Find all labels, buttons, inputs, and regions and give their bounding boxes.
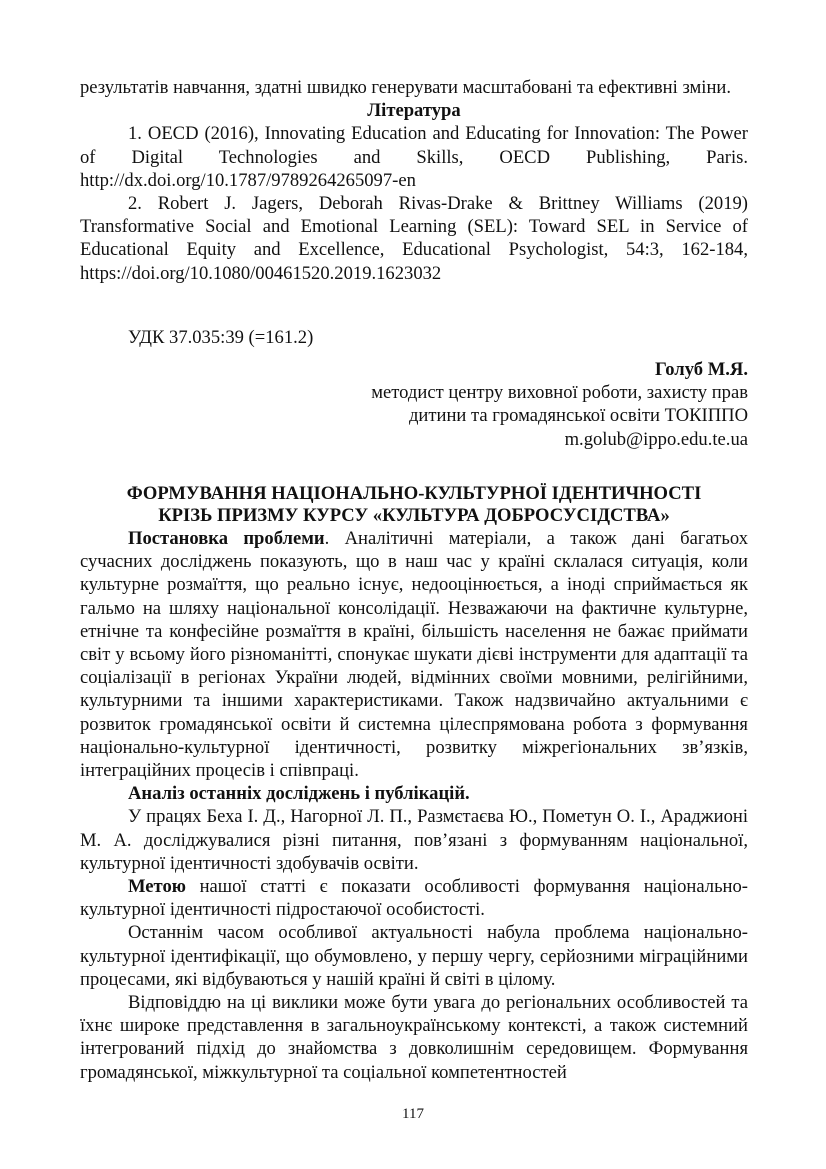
author-email: m.golub@ippo.edu.te.ua bbox=[564, 428, 748, 450]
aim-lead: Метою bbox=[128, 876, 186, 898]
continuation-paragraph: результатів навчання, здатні швидко генерувати масштабовані та ефективні зміни. bbox=[80, 77, 732, 98]
author-block bbox=[80, 358, 748, 451]
problem-statement-text: . Аналітичні матеріали, а також дані багатьох сучасних досліджень показують, що в наш час у країні склалася ситуація, коли культурне розмаїття, що реально існує, недооцінюється, а іноді сприймається як гальмо на шляху національної консолідації. Незважаючи на фактичне культурне, етнічне та конфесійне розмаїття в країні, більшість населення не бажає приймати світ у всьому його різноманітті, спонукає шукати дієві інструменти для адаптації та соціалізації в регіонах України людей, відмінних своїми мовними, релігійними, культурними та іншими характеристиками. Також надзвичайно актуальними є розвиток громадянської освіти й системна цілеспрямована робота з формування національно-культурної ідентичності, розвитку міжрегіональних зв’язків, інтеграційних процесів і співпраці. bbox=[80, 528, 748, 782]
article-body bbox=[80, 483, 748, 1084]
page-number: 117 bbox=[402, 1106, 424, 1122]
body-paragraph-2: Відповіддю на ці виклики може бути увага до регіональних особливостей та їхнє широке представлення в загальноукраїнському контексті, а також системний інтегрований підхід до знайомства з довколишнім середовищем. Формування громадянської, міжкультурної та соціальної компетентностей bbox=[80, 992, 748, 1083]
reference-item-1: 1. OECD (2016), Innovating Education and Educating for Innovation: The Power of Digital Technologies and Skills, OECD Publishing, Paris. http://dx.doi.org/10.1787/9789264265097-en bbox=[80, 123, 748, 191]
author-position-line2: дитини та громадянської освіти ТОКІППО bbox=[408, 405, 748, 427]
article-title-line1: ФОРМУВАННЯ НАЦІОНАЛЬНО-КУЛЬТУРНОЇ ІДЕНТИЧНОСТІ bbox=[126, 483, 702, 504]
body-paragraph-1: Останнім часом особливої актуальності набула проблема національно-культурної ідентифікації, що обумовлено, у першу чергу, серйозними міграційними процесами, які відбуваються у нашій країні й світі в цілому. bbox=[80, 922, 748, 990]
aim-text: нашої статті є показати особливості формування національно-культурної ідентичності підростаючої особистості. bbox=[80, 876, 748, 921]
literature-review-paragraph: У працях Беха І. Д., Нагорної Л. П., Размєтаєва Ю., Пометун О. І., Араджионі М. А. досліджувалися різні питання, пов’язані з формуванням національної, культурної ідентичності здобувачів освіти. bbox=[80, 806, 748, 874]
problem-statement-lead: Постановка проблеми bbox=[128, 528, 325, 549]
article-title-line2: КРІЗЬ ПРИЗМУ КУРСУ «КУЛЬТУРА ДОБРОСУСІДСТВА» bbox=[158, 505, 670, 526]
text-column bbox=[80, 76, 748, 285]
reference-item-2: 2. Robert J. Jagers, Deborah Rivas-Drake & Brittney Williams (2019) Transformative Social and Emotional Learning (SEL): Toward SEL in Service of Educational Equity and Excellence, Educational Psychologist, 54:3, 162-184, https://doi.org/10.1080/00461520.2019.1623032 bbox=[80, 193, 748, 284]
problem-statement-paragraph bbox=[80, 527, 748, 782]
literature-review-heading: Аналіз останніх досліджень і публікацій. bbox=[128, 783, 470, 805]
udk-code: УДК 37.035:39 (=161.2) bbox=[128, 327, 314, 348]
udk-line bbox=[80, 326, 748, 349]
author-name: Голуб М.Я. bbox=[655, 359, 748, 380]
references-heading: Література bbox=[367, 100, 461, 122]
aim-paragraph bbox=[80, 875, 748, 921]
author-position-line1: методист центру виховної роботи, захисту прав bbox=[371, 382, 748, 404]
